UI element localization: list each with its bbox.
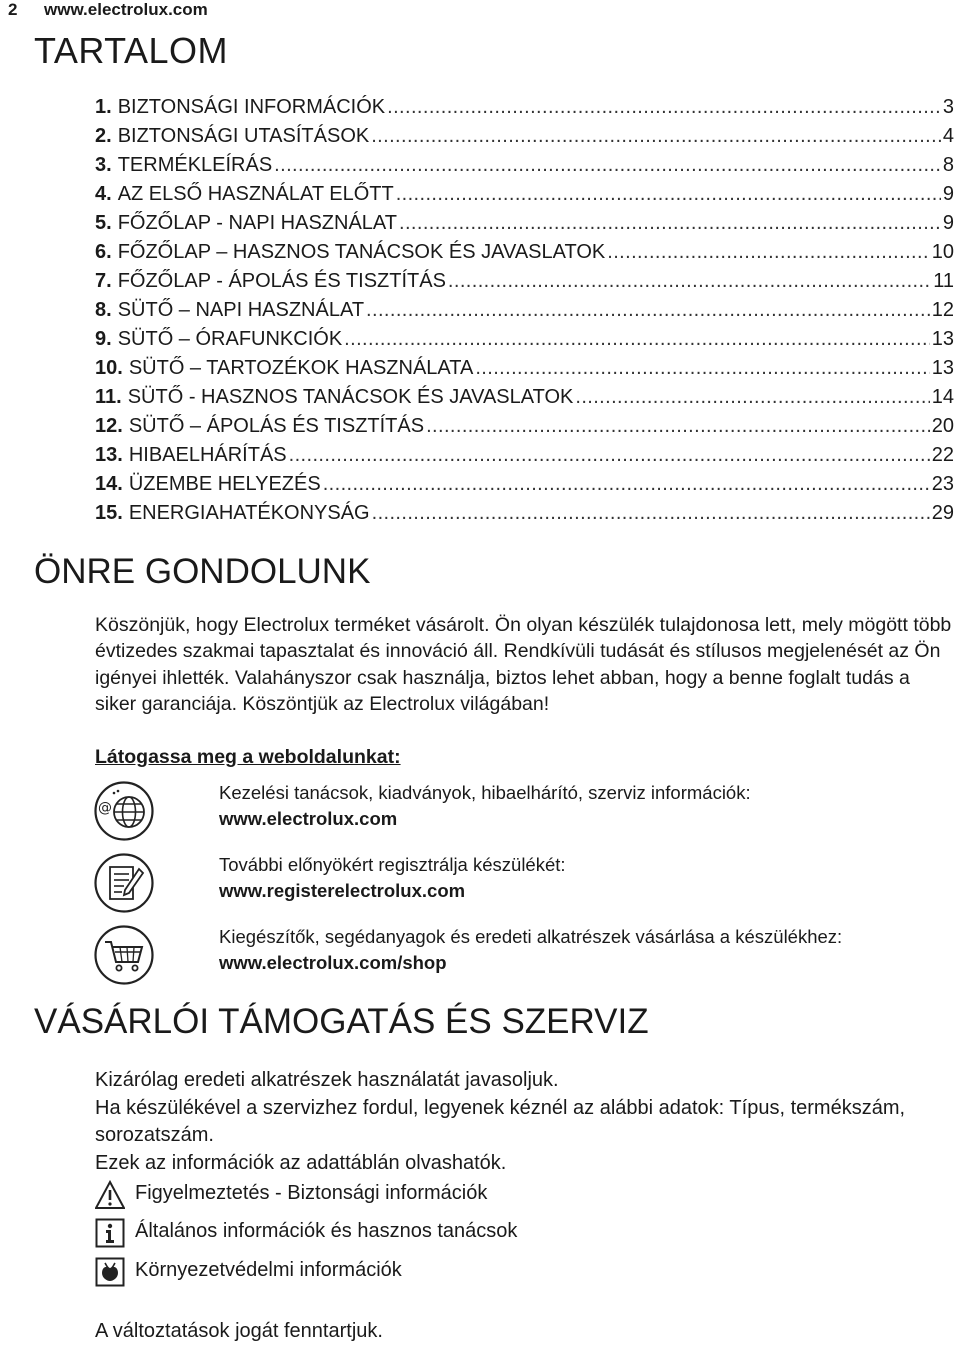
toc-leader-dots (366, 296, 930, 325)
legend-info (95, 1218, 795, 1252)
toc-item-page: 9 (942, 183, 954, 205)
toc-item[interactable] (95, 122, 954, 151)
toc-item-page: 10 (931, 241, 954, 263)
toc-item-number: 8. (95, 299, 112, 321)
toc-item-title: BIZTONSÁGI INFORMÁCIÓK (117, 96, 386, 118)
header-site: www.electrolux.com (44, 0, 208, 19)
legend-warning (95, 1180, 795, 1214)
visit-website-label: Látogassa meg a weboldalunkat: (95, 746, 401, 768)
toc-leader-dots (399, 209, 941, 238)
toc-leader-dots (426, 412, 930, 441)
toc-item-number: 2. (95, 125, 112, 147)
toc-item-page: 14 (931, 386, 954, 408)
link-description: Kezelési tanácsok, kiadványok, hibaelhárító, szerviz információk: (219, 782, 751, 803)
toc-leader-dots (323, 470, 930, 499)
toc-item-number: 1. (95, 96, 112, 118)
toc-item[interactable] (95, 238, 954, 267)
service-line: Kizárólag eredeti alkatrészek használatát javasoljuk. (95, 1069, 559, 1091)
toc-item-number: 7. (95, 270, 112, 292)
toc-item-number: 4. (95, 183, 112, 205)
toc-item[interactable] (95, 180, 954, 209)
toc-item-page: 8 (942, 154, 954, 176)
toc-item-page: 13 (931, 328, 954, 350)
toc-item-number: 6. (95, 241, 112, 263)
link-description: Kiegészítők, segédanyagok és eredeti alkatrészek vásárlása a készülékhez: (219, 926, 843, 947)
toc-item[interactable] (95, 93, 954, 122)
toc-item[interactable] (95, 325, 954, 354)
toc-item-page: 3 (942, 96, 954, 118)
toc-item-page: 4 (942, 125, 954, 147)
link-text-support (219, 780, 751, 832)
toc-item-title: SÜTŐ - HASZNOS TANÁCSOK ÉS JAVASLATOK (127, 386, 574, 408)
table-of-contents (95, 93, 954, 528)
intro-paragraph: Köszönjük, hogy Electrolux terméket vásárolt. Ön olyan készülék tulajdonosa lett, mely mögött több évtizedes szakmai tapasztalat és innováció áll. Rendkívüli tudását és stílusos megjelenését az Ön igényei ihlették. Valahányszor csak használja, biztos lehet abban, hogy a benne foglalt tudás a siker garanciája. Köszöntjük az Electrolux világában! (95, 614, 952, 715)
warning-triangle-icon (95, 1180, 125, 1210)
toc-item-number: 11. (95, 386, 122, 408)
toc-item-number: 9. (95, 328, 112, 350)
link-text-register (219, 852, 566, 904)
page-header (8, 0, 208, 20)
toc-item-number: 3. (95, 154, 112, 176)
footer-note: A változtatások jogát fenntartjuk. (95, 1320, 383, 1342)
toc-item[interactable] (95, 470, 954, 499)
toc-item-title: SÜTŐ – NAPI HASZNÁLAT (117, 299, 365, 321)
toc-item-title: ÜZEMBE HELYEZÉS (128, 473, 321, 495)
globe-at-icon (93, 780, 155, 842)
legend-environment-text: Környezetvédelmi információk (135, 1259, 402, 1281)
care-title: ÖNRE GONDOLUNK (34, 552, 371, 591)
legend-environment (95, 1257, 795, 1291)
toc-leader-dots (396, 180, 941, 209)
toc-item-page: 11 (933, 270, 954, 292)
svg-text:@: @ (98, 800, 112, 816)
toc-leader-dots (371, 122, 941, 151)
toc-item-title: AZ ELSŐ HASZNÁLAT ELŐTT (117, 183, 394, 205)
link-text-shop (219, 924, 842, 976)
toc-item[interactable] (95, 296, 954, 325)
toc-item-number: 13. (95, 444, 123, 466)
toc-item-number: 5. (95, 212, 112, 234)
toc-item-title: BIZTONSÁGI UTASÍTÁSOK (117, 125, 370, 147)
toc-item-page: 29 (931, 502, 954, 524)
toc-item-page: 9 (942, 212, 954, 234)
toc-item-page: 12 (931, 299, 954, 321)
toc-leader-dots (607, 238, 930, 267)
toc-leader-dots (274, 151, 941, 180)
toc-item[interactable] (95, 209, 954, 238)
toc-leader-dots (575, 383, 929, 412)
toc-item-title: FŐZŐLAP - ÁPOLÁS ÉS TISZTÍTÁS (117, 270, 446, 292)
toc-item-number: 10. (95, 357, 123, 379)
toc-item[interactable] (95, 151, 954, 180)
toc-item-title: TERMÉKLEÍRÁS (117, 154, 273, 176)
toc-leader-dots (448, 267, 931, 296)
legend-warning-text: Figyelmeztetés - Biztonsági információk (135, 1182, 488, 1204)
link-url-shop[interactable]: www.electrolux.com/shop (219, 952, 447, 973)
toc-item-page: 20 (931, 415, 954, 437)
toc-leader-dots (387, 93, 941, 122)
toc-item-page: 23 (931, 473, 954, 495)
service-text (95, 1067, 955, 1177)
toc-item-title: SÜTŐ – ÓRAFUNKCIÓK (117, 328, 343, 350)
service-line: Ha készülékével a szervizhez fordul, legyenek kéznél az alábbi adatok: Típus, termékszám, sorozatszám. (95, 1096, 906, 1146)
toc-item-number: 15. (95, 502, 123, 524)
link-url-register[interactable]: www.registerelectrolux.com (219, 880, 466, 901)
toc-item-number: 12. (95, 415, 123, 437)
legend-info-text: Általános információk és hasznos tanácsok (135, 1220, 518, 1242)
toc-leader-dots (372, 499, 930, 528)
toc-item[interactable] (95, 412, 954, 441)
toc-item-page: 22 (931, 444, 954, 466)
link-description: További előnyökért regisztrálja készülékét: (219, 854, 566, 875)
toc-item[interactable] (95, 354, 954, 383)
toc-leader-dots (475, 354, 929, 383)
toc-item-title: FŐZŐLAP – HASZNOS TANÁCSOK ÉS JAVASLATOK (117, 241, 606, 263)
toc-item-title: HIBAELHÁRÍTÁS (128, 444, 287, 466)
toc-item-title: SÜTŐ – TARTOZÉKOK HASZNÁLATA (128, 357, 474, 379)
service-title: VÁSÁRLÓI TÁMOGATÁS ÉS SZERVIZ (34, 1002, 649, 1041)
toc-item[interactable] (95, 267, 954, 296)
link-url-support[interactable]: www.electrolux.com (219, 808, 398, 829)
environment-leaf-icon (95, 1257, 125, 1287)
toc-item[interactable] (95, 441, 954, 470)
page-number: 2 (8, 0, 18, 19)
shopping-cart-icon (93, 924, 155, 986)
info-icon (95, 1218, 125, 1248)
toc-item-page: 13 (931, 357, 954, 379)
toc-item-number: 14. (95, 473, 123, 495)
toc-item-title: ENERGIAHATÉKONYSÁG (128, 502, 370, 524)
toc-item[interactable] (95, 383, 954, 412)
toc-leader-dots (289, 441, 930, 470)
toc-leader-dots (344, 325, 930, 354)
toc-title: TARTALOM (34, 30, 229, 71)
toc-item-title: SÜTŐ – ÁPOLÁS ÉS TISZTÍTÁS (128, 415, 425, 437)
toc-item[interactable] (95, 499, 954, 528)
toc-item-title: FŐZŐLAP - NAPI HASZNÁLAT (117, 212, 398, 234)
service-line: Ezek az információk az adattáblán olvashatók. (95, 1151, 507, 1174)
registration-form-icon (93, 852, 155, 914)
